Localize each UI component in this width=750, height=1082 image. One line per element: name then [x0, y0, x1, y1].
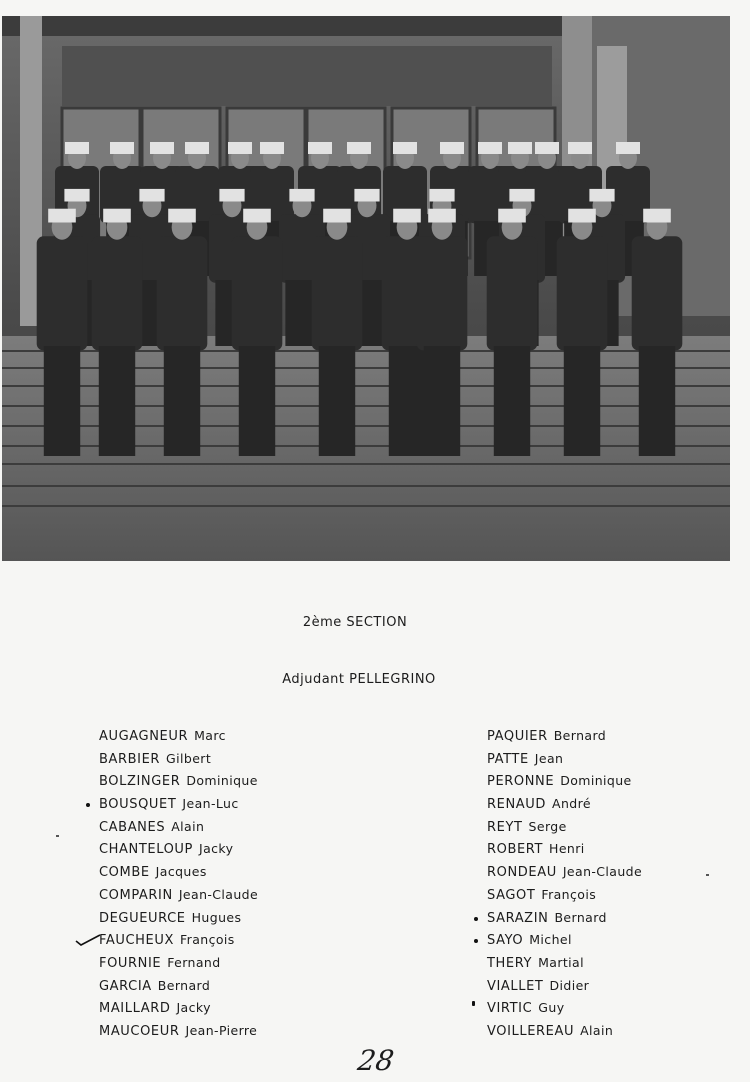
given-name: Serge — [528, 818, 567, 834]
surname: COMBE — [99, 865, 150, 881]
soldier-figure — [92, 209, 143, 456]
soldier-figure — [37, 209, 88, 456]
surname: RENAUD — [487, 797, 546, 813]
given-name: Hugues — [191, 909, 242, 925]
section-commander: Adjudant PELLEGRINO — [282, 672, 436, 687]
roster-entry — [487, 863, 642, 886]
roster-entry — [487, 886, 642, 909]
roster-entry — [487, 977, 642, 1000]
given-name: Bernard — [554, 909, 607, 925]
given-name: Jacky — [176, 1000, 211, 1016]
surname: PAQUIER — [487, 729, 548, 744]
given-name: Bernard — [157, 977, 211, 993]
surname: GARCIA — [99, 978, 152, 994]
surname: FAUCHEUX — [99, 933, 174, 949]
roster-entry — [99, 772, 258, 795]
surname: BOUSQUET — [99, 797, 177, 813]
bullet-mark-icon — [474, 917, 478, 921]
roster-entry — [487, 795, 642, 818]
surname: CHANTELOUP — [99, 842, 193, 858]
bullet-mark-icon — [86, 803, 90, 807]
surname: REYT — [487, 819, 523, 835]
roster-entry — [487, 772, 642, 795]
surname: VOILLEREAU — [487, 1023, 575, 1039]
given-name: François — [179, 932, 235, 948]
section-title: 2ème SECTION — [302, 615, 408, 630]
given-name: Jacky — [199, 841, 234, 857]
roster-entry — [487, 818, 642, 841]
roster-entry — [99, 840, 258, 863]
roster-entry — [99, 977, 258, 1000]
surname: CABANES — [99, 819, 166, 835]
roster-entry — [487, 750, 642, 773]
roster-right-column — [487, 727, 642, 1045]
roster-entry — [99, 931, 258, 954]
surname: BARBIER — [99, 751, 161, 767]
given-name: Bernard — [553, 728, 607, 743]
given-name: Jean-Luc — [182, 796, 239, 812]
surname: PATTE — [487, 751, 529, 767]
roster-entry — [487, 727, 642, 750]
scan-speck — [56, 835, 59, 837]
given-name: Marc — [194, 728, 226, 743]
given-name: Jean-Claude — [178, 886, 259, 902]
given-name: Martial — [538, 954, 584, 970]
given-name: Michel — [529, 932, 572, 948]
scan-speck — [706, 874, 709, 876]
given-name: Jean — [534, 750, 564, 766]
surname: MAILLARD — [99, 1001, 171, 1017]
roster-entry — [487, 954, 642, 977]
roster-entry — [99, 954, 258, 977]
check-mark-icon — [75, 933, 101, 947]
group-photo — [2, 16, 730, 561]
given-name: Jacques — [155, 864, 207, 880]
surname: MAUCOEUR — [99, 1023, 180, 1039]
soldier-figure — [417, 209, 468, 456]
soldier-figure — [487, 209, 538, 456]
roster-entry — [487, 909, 642, 932]
roster-entry — [487, 840, 642, 863]
surname: VIALLET — [487, 978, 544, 994]
soldier-figure — [557, 209, 608, 456]
given-name: Jean-Claude — [562, 864, 643, 880]
surname: SARAZIN — [487, 910, 549, 926]
soldier-figure — [632, 209, 683, 456]
surname: BOLZINGER — [99, 774, 181, 790]
roster-entry — [487, 931, 642, 954]
surname: THERY — [487, 955, 533, 971]
surname: COMPARIN — [99, 887, 173, 903]
surname: AUGAGNEUR — [99, 729, 189, 744]
given-name: André — [552, 796, 591, 812]
roster-entry — [99, 727, 258, 750]
given-name: Jean-Pierre — [185, 1022, 258, 1038]
roster-entry — [99, 795, 258, 818]
surname: PERONNE — [487, 774, 555, 790]
given-name: Didier — [549, 977, 590, 993]
given-name: Henri — [549, 841, 585, 857]
page-number: 28 — [355, 1044, 396, 1077]
roster-entry — [99, 750, 258, 773]
roster-entry — [99, 863, 258, 886]
given-name: Alain — [171, 818, 205, 834]
roster-entry — [99, 818, 258, 841]
roster-left-column — [99, 727, 258, 1045]
given-name: Gilbert — [166, 750, 212, 766]
bullet-mark-icon — [474, 939, 478, 943]
given-name: Dominique — [560, 773, 632, 789]
roster-entry — [99, 999, 258, 1022]
soldier-figure — [157, 209, 208, 456]
group-photo-illustration — [2, 16, 730, 561]
surname: SAGOT — [487, 887, 536, 903]
given-name: Fernand — [167, 954, 221, 970]
roster-entry — [487, 999, 642, 1022]
surname: SAYO — [487, 933, 524, 949]
given-name: Dominique — [186, 773, 258, 789]
soldier-figure — [232, 209, 283, 456]
surname: FOURNIE — [99, 955, 162, 971]
roster-entry — [487, 1022, 642, 1045]
given-name: François — [541, 886, 597, 902]
roster-entry — [99, 886, 258, 909]
soldier-figure — [312, 209, 363, 456]
surname: RONDEAU — [487, 865, 557, 881]
surname: VIRTIC — [487, 1001, 533, 1017]
given-name: Alain — [580, 1022, 614, 1038]
surname: DEGUEURCE — [99, 910, 186, 926]
roster-entry — [99, 1022, 258, 1045]
given-name: Guy — [538, 1000, 565, 1016]
surname: ROBERT — [487, 842, 544, 858]
tick-mark-icon — [472, 1001, 475, 1006]
roster-entry — [99, 909, 258, 932]
